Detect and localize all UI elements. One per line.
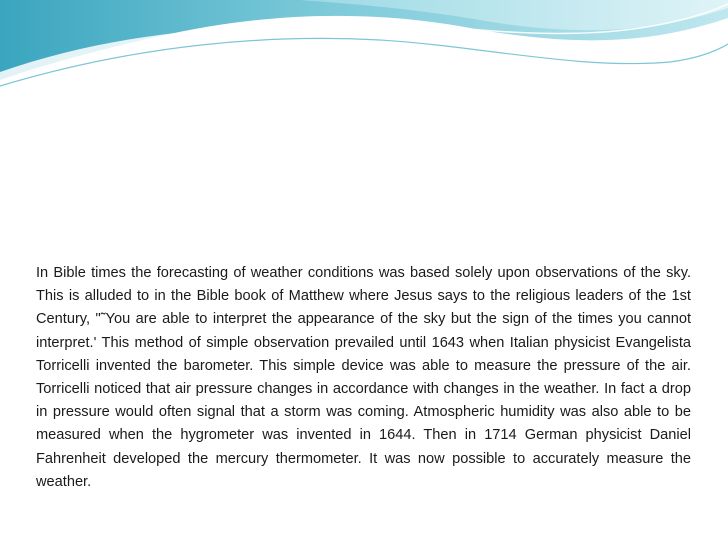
body-paragraph: In Bible times the forecasting of weather conditions was based solely upon observations of the sky. This is alluded to in the Bible book of Matthew where Jesus says to the religious leaders of the 1st Century, "˜You are able to interpret the appearance of the sky but the sign of the times you cannot interpret.' This method of simple observation prevailed until 1643 when Italian physicist Evangelista Torricelli invented the barometer. This simple device was able to measure the pressure of the air. Torricelli noticed that air pressure changes in accordance with changes in the weather. In fact a drop in pressure would often signal that a storm was coming. Atmospheric humidity was also able to be measured when the hygrometer was invented in 1644. Then in 1714 German physicist Daniel Fahrenheit developed the mercury thermometer. It was now possible to accurately measure the weather. <box>36 265 691 490</box>
header-wave-decoration <box>0 0 728 90</box>
